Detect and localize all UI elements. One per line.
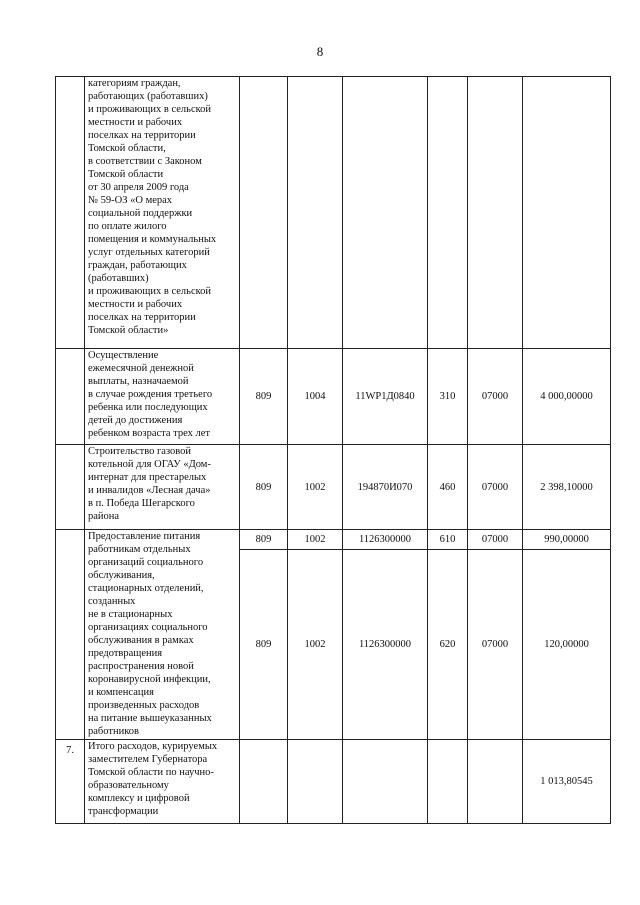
vr-cell bbox=[428, 77, 468, 349]
kosgu-cell bbox=[468, 77, 523, 349]
amount-cell: 2 398,10000 bbox=[523, 445, 611, 530]
table-row bbox=[56, 77, 611, 349]
rz-cell: 1002 bbox=[288, 550, 343, 740]
vr-cell: 310 bbox=[428, 349, 468, 445]
grbs-cell bbox=[240, 740, 288, 824]
row-number bbox=[56, 530, 85, 740]
kosgu-cell: 07000 bbox=[468, 349, 523, 445]
csr-cell bbox=[343, 740, 428, 824]
amount-cell: 4 000,00000 bbox=[523, 349, 611, 445]
rz-cell: 1004 bbox=[288, 349, 343, 445]
table-row bbox=[56, 530, 611, 550]
vr-cell: 610 bbox=[428, 530, 468, 550]
row-number bbox=[56, 445, 85, 530]
grbs-cell: 809 bbox=[240, 530, 288, 550]
row-description: Итого расходов, курируемых заместителем Губернатора Томской области по научно- образовательному комплексу и цифровой трансформации bbox=[85, 740, 240, 824]
table-row bbox=[56, 349, 611, 445]
csr-cell: 1126300000 bbox=[343, 550, 428, 740]
budget-table bbox=[55, 76, 611, 824]
table-row bbox=[56, 445, 611, 530]
csr-cell: 11WP1Д0840 bbox=[343, 349, 428, 445]
grbs-cell: 809 bbox=[240, 550, 288, 740]
rz-cell bbox=[288, 77, 343, 349]
rz-cell: 1002 bbox=[288, 445, 343, 530]
page-number: 8 bbox=[316, 44, 324, 59]
grbs-cell: 809 bbox=[240, 445, 288, 530]
row-description: Предоставление питания работникам отдельных организаций социального обслуживания, стационарных отделений, созданных не в стационарных организациях социального обслуживания в рамках предотвращения распространения новой коронавирусной инфекции, и компенсация произведенных расходов на питание вышеуказанных работников bbox=[85, 530, 240, 740]
csr-cell: 194870И070 bbox=[343, 445, 428, 530]
kosgu-cell bbox=[468, 740, 523, 824]
amount-cell: 120,00000 bbox=[523, 550, 611, 740]
amount-cell: 990,00000 bbox=[523, 530, 611, 550]
kosgu-cell: 07000 bbox=[468, 530, 523, 550]
table-row bbox=[56, 740, 611, 824]
kosgu-cell: 07000 bbox=[468, 445, 523, 530]
rz-cell: 1002 bbox=[288, 530, 343, 550]
row-number bbox=[56, 77, 85, 349]
grbs-cell: 809 bbox=[240, 349, 288, 445]
row-number bbox=[56, 349, 85, 445]
row-number: 7. bbox=[56, 740, 85, 824]
vr-cell bbox=[428, 740, 468, 824]
amount-cell bbox=[523, 77, 611, 349]
csr-cell bbox=[343, 77, 428, 349]
row-description: категориям граждан, работающих (работавших) и проживающих в сельской местности и рабочих поселках на территории Томской области, в соответствии с Законом Томской области от 30 апреля 2009 года № 59-ОЗ «О мерах социальной поддержки по оплате жилого помещения и коммунальных услуг отдельных категорий граждан, работающих (работавших) и проживающих в сельской местности и рабочих поселках на территории Томской области» bbox=[85, 77, 240, 349]
csr-cell: 1126300000 bbox=[343, 530, 428, 550]
row-description: Осуществление ежемесячной денежной выплаты, назначаемой в случае рождения третьего ребенка или последующих детей до достижения ребенком возраста трех лет bbox=[85, 349, 240, 445]
vr-cell: 620 bbox=[428, 550, 468, 740]
kosgu-cell: 07000 bbox=[468, 550, 523, 740]
vr-cell: 460 bbox=[428, 445, 468, 530]
row-description: Строительство газовой котельной для ОГАУ «Дом- интернат для престарелых и инвалидов «Лесная дача» в п. Победа Шегарского района bbox=[85, 445, 240, 530]
rz-cell bbox=[288, 740, 343, 824]
amount-cell: 1 013,80545 bbox=[523, 740, 611, 824]
grbs-cell bbox=[240, 77, 288, 349]
